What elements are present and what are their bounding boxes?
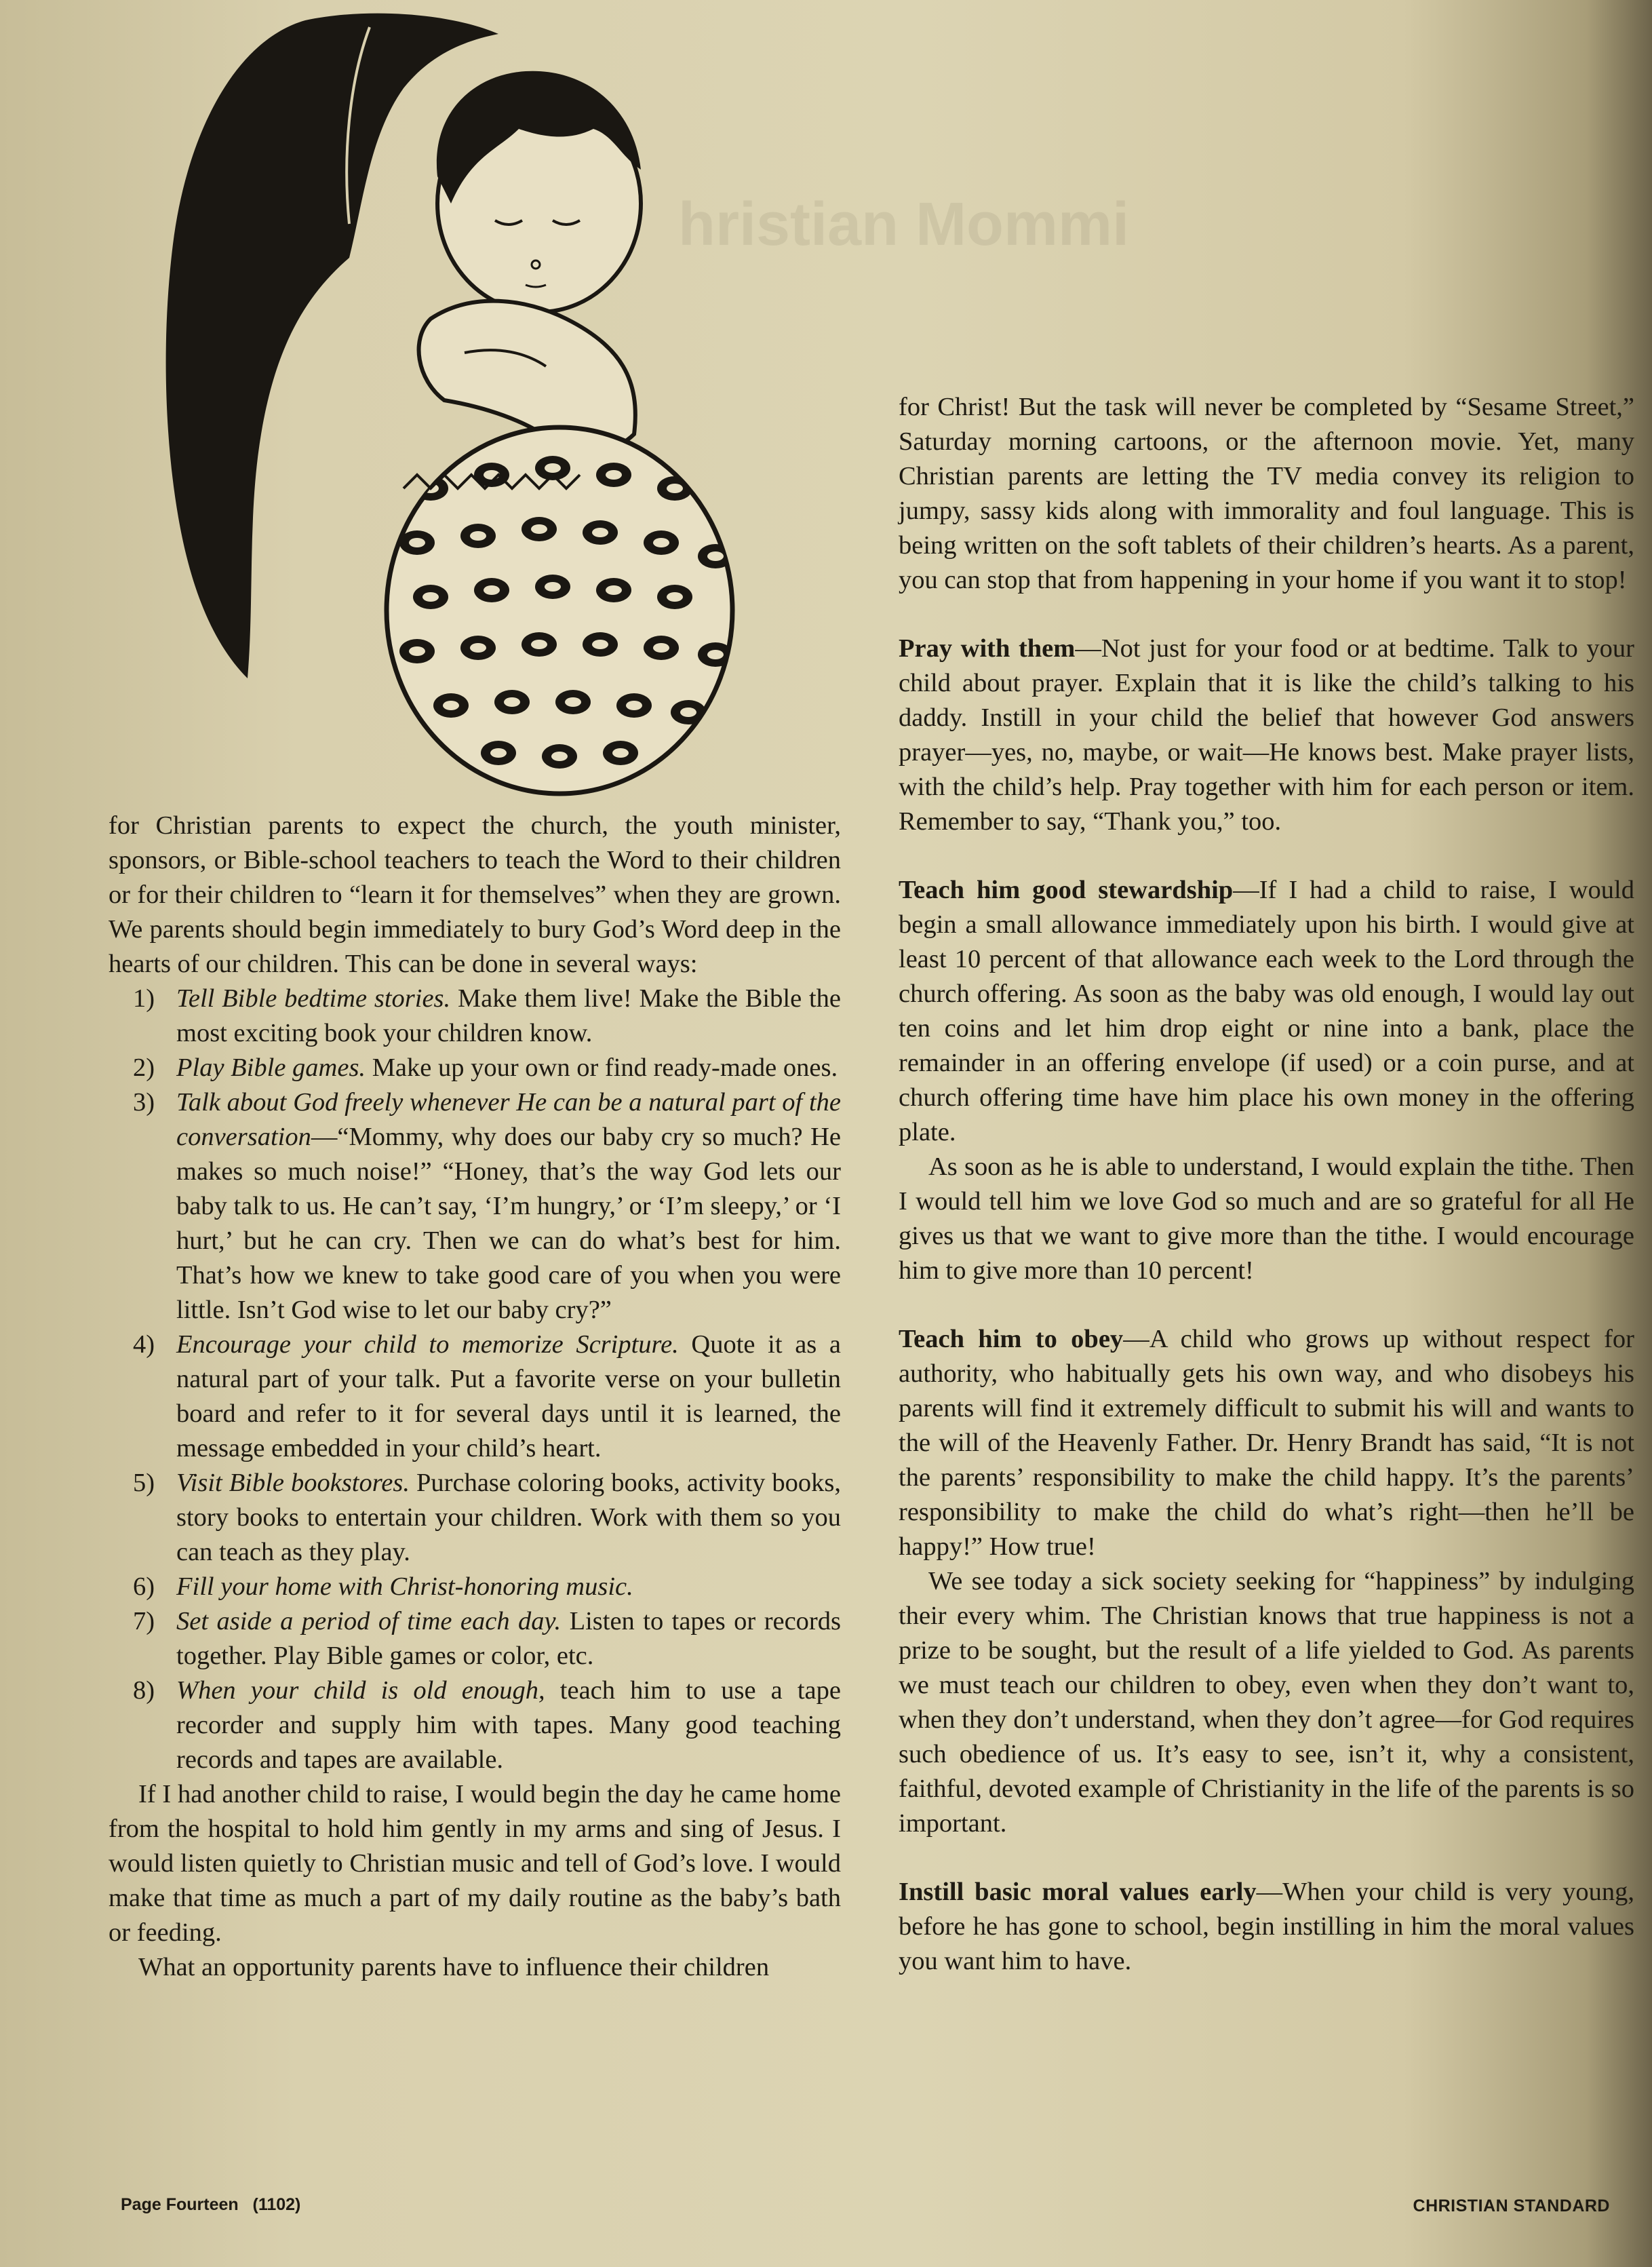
moral-section [899,1875,1634,1979]
list-lead: When your child is old enough, [176,1676,545,1705]
list-item [109,1051,841,1085]
list-number: 1) [133,984,155,1013]
tithe-paragraph: As soon as he is able to understand, I would explain the tithe. Then I would tell him we love God so much and are so grateful for all He gives us that we want to give more than the tithe. I would encourage him to give more than 10 percent! [899,1152,1634,1285]
obey-heading: Teach him to obey [899,1325,1124,1353]
mother-and-child-illustration [146,0,770,814]
intro-paragraph: for Christian parents to expect the church, the youth minister, sponsors, or Bible-school teachers to teach the Word to their children or for their children to “learn it for themselves” when they are grown. We parents should begin immediately to bury God’s Word deep in the hearts of our children. This can be done in several ways: [109,811,841,978]
list-text: Quote it as a natural part of your talk. Put a favorite verse on your bulletin board and refer to it for several days until it is learned, the message embedded in your child’s heart. [176,1330,841,1462]
moral-body: —When your child is very young, before he has gone to school, begin instilling in him the moral values you want him to have. [899,1878,1634,1975]
list-lead: Talk about God freely whenever He can be a natural part of the conversation [176,1088,841,1151]
list-text: —“Mommy, why does our baby cry so much? He makes so much noise!” “Honey, that’s the way God lets our baby talk to us. He can’t say, ‘I’m hungry,’ or ‘I’m sleepy,’ or ‘I hurt,’ but he can cry. Then we can do what’s best for him. That’s how we knew to take good care of you when you were little. Isn’t God wise to let our baby cry?” [176,1123,841,1324]
list-item [109,1570,841,1604]
ways-list [109,982,841,1777]
page-footer-left [121,2195,300,2215]
publication-name: CHRISTIAN STANDARD [1413,2196,1610,2215]
obey-body: —A child who grows up without respect for authority, who habitually gets his own way, and who disobeys his parents will find it extremely difficult to submit his will and wants to the will of the Heavenly Father. Dr. Henry Brandt has said, “It is not the parents’ responsibility to make the child happy. It’s the parents’ responsibility to make the child do what’s right—then he’ll be happy!” How true! [899,1325,1635,1561]
obey-section [899,1322,1634,1564]
list-text: Purchase coloring books, activity books, story books to entertain your children. Work with them so you can teach as they play. [176,1469,841,1566]
list-number: 2) [133,1053,155,1082]
right-column [899,390,1634,1979]
stewardship-heading: Teach him good stewardship [899,876,1234,904]
list-number: 3) [133,1088,155,1117]
paragraph-raise: If I had another child to raise, I would begin the day he came home from the hospital to hold him gently in my arms and sing of Jesus. I would listen quietly to Christian music and tell of God’s love. I would make that time as much a part of my daily routine as the baby’s bath or feeding. [109,1780,841,1947]
list-lead: Encourage your child to memorize Scripture. [176,1330,679,1359]
list-number: 4) [133,1330,155,1359]
list-lead: Tell Bible bedtime stories. [176,984,451,1013]
list-lead: Fill your home with Christ-honoring music. [176,1572,633,1601]
list-text: Make them live! Make the Bible the most exciting book your children know. [176,984,841,1047]
pray-heading: Pray with them [899,634,1076,663]
list-number: 8) [133,1676,155,1705]
list-item [109,1466,841,1570]
list-item [109,1604,841,1673]
moral-heading: Instill basic moral values early [899,1878,1257,1906]
sick-society-paragraph: We see today a sick society seeking for “happiness” by indulging their every whim. The Christian knows that true happiness is not a prize to be sought, but the result of a life yielded to God. As parents we must teach our children to obey, even when they don’t want to, when they don’t understand, when they don’t agree—for God requires such obedience of us. It’s easy to see, isn’t it, why a consistent, faithful, devoted example of Christianity in the life of the parents is so important. [899,1567,1634,1838]
list-lead: Set aside a period of time each day. [176,1607,562,1635]
continuation-paragraph: for Christ! But the task will never be completed by “Sesame Street,” Saturday morning cartoons, or the afternoon movie. Yet, many Christian parents are letting the TV media convey its religion to jumpy, sassy kids along with immorality and foul language. This is being written on the soft tablets of their children’s hearts. As a parent, you can stop that from happening in your home if you want it to stop! [899,393,1634,594]
list-lead: Play Bible games. [176,1053,366,1082]
show-through-heading: hristian Mommi [678,191,1130,258]
list-text: teach him to use a tape recorder and supply him with tapes. Many good teaching records and tapes are available. [176,1676,841,1774]
list-number: 5) [133,1469,155,1497]
list-text: Listen to tapes or records together. Play Bible games or color, etc. [176,1607,841,1670]
list-item [109,982,841,1051]
stewardship-section [899,873,1634,1150]
list-number: 6) [133,1572,155,1601]
list-lead: Visit Bible bookstores. [176,1469,410,1497]
stewardship-body: —If I had a child to raise, I would begin a small allowance immediately upon his birth. I would give at least 10 percent of that allowance each week to the Lord through the church offering. As soon as the baby was old enough, I would lay out ten coins and let him drop eight or nine into a bank, place the remainder in an offering envelope (if used) or a coin purse, and at church offering time have him place his own money in the offering plate. [899,876,1634,1146]
paragraph-opportunity: What an opportunity parents have to influence their children [138,1953,770,1981]
list-item [109,1085,841,1328]
list-number: 7) [133,1607,155,1635]
list-text: Make up your own or find ready-made ones. [366,1053,838,1082]
left-column [109,809,841,1985]
page-number: (1102) [252,2195,301,2214]
page-label: Page Fourteen [121,2195,239,2214]
list-item [109,1673,841,1777]
list-item [109,1328,841,1466]
pray-body: —Not just for your food or at bedtime. Talk to your child about prayer. Explain that it is like the child’s talking to his daddy. Instill in your child the belief that however God answers prayer—yes, no, maybe, or wait—He knows best. Make prayer lists, with the child’s help. Pray together with him for each person or item. Remember to say, “Thank you,” too. [899,634,1634,836]
pray-section [899,632,1634,839]
